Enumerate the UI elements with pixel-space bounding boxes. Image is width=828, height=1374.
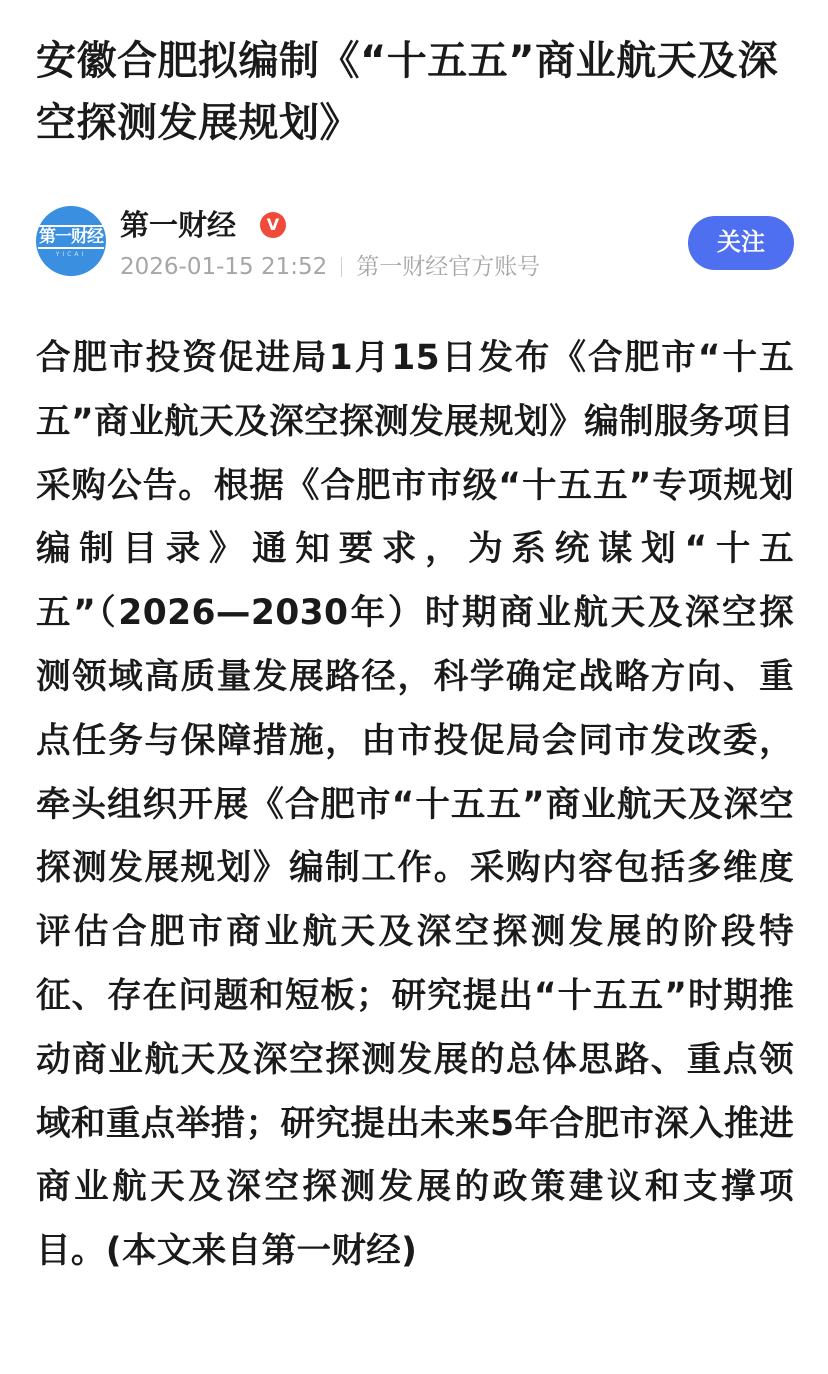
post-meta (120, 252, 540, 282)
meta-divider (341, 257, 342, 277)
article-body: 合肥市投资促进局1月15日发布《合肥市“十五五”商业航天及深空探测发展规划》编制服务项目采购公告。根据《合肥市市级“十五五”专项规划编制目录》通知要求，为系统谋划“十五五”（2026—2030年）时期商业航天及深空探测领域高质量发展路径，科学确定战略方向、重点任务与保障措施，由市投促局会同市发改委，牵头组织开展《合肥市“十五五”商业航天及深空探测发展规划》编制工作。采购内容包括多维度评估合肥市商业航天及深空探测发展的阶段特征、存在问题和短板；研究提出“十五五”时期推动商业航天及深空探测发展的总体思路、重点领域和重点举措；研究提出未来5年合肥市深入推进商业航天及深空探测发展的政策建议和支撑项目。(本文来自第一财经) (36, 338, 794, 1272)
avatar-logo: 第一财经 (39, 226, 103, 247)
article-title: 安徽合肥拟编制《“十五五”商业航天及深空探测发展规划》 (36, 38, 779, 146)
follow-button[interactable]: 关注 (688, 216, 794, 270)
avatar-subtext: YICAI (55, 250, 87, 258)
verified-badge-icon: V (260, 212, 286, 238)
account-type: 第一财经官方账号 (356, 254, 541, 280)
author-name[interactable]: 第一财经 (120, 208, 237, 242)
timestamp: 2026-01-15 21:52 (120, 254, 328, 280)
author-row (36, 206, 794, 282)
avatar[interactable] (36, 206, 106, 276)
